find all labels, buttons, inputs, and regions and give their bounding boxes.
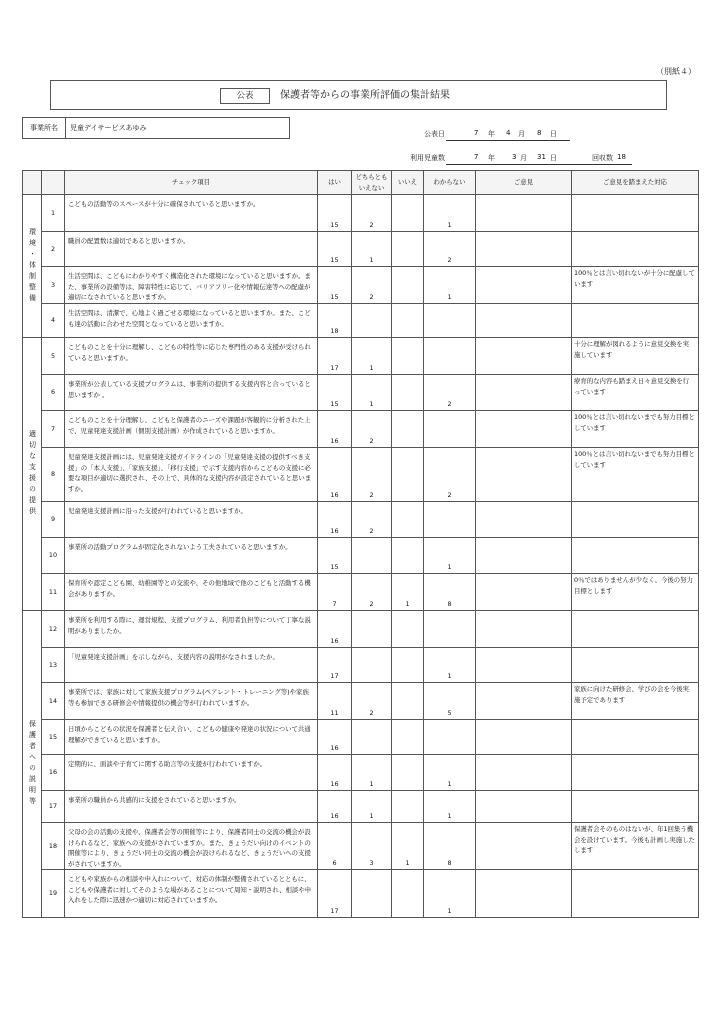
table-row (23, 538, 699, 574)
check-item: 児童発達支援計画には、児童発達支援ガイドラインの「児童発達支援の提供すべき支援」の「本人支援」、「家族支援」、「移行支援」で示す支援内容からこどもの支援に必要な項目が適切に選択され、その上で、具体的な支援内容が設定されていると思いますか。 (65, 448, 318, 502)
opinion-cell (476, 791, 572, 823)
yes-count: 17 (318, 870, 352, 918)
table-row (23, 304, 699, 338)
users-month: 3 (512, 153, 517, 161)
table-row (23, 720, 699, 755)
header-unknown: わからない (424, 171, 476, 195)
unknown-count (424, 720, 476, 755)
check-item: 職員の配置数は適切であると思いますか。 (65, 232, 318, 267)
header-blank-2 (42, 171, 65, 195)
row-number: 7 (42, 411, 65, 448)
response-cell: 十分に理解が図れるように意見交換を実施しています (572, 338, 699, 375)
response-cell: 0％ではありませんが少なく、今後の努力目標とします (572, 574, 699, 611)
row-number: 10 (42, 538, 65, 574)
neither-count: 1 (352, 791, 392, 823)
header-no: いいえ (392, 171, 424, 195)
opinion-cell (476, 411, 572, 448)
publish-day: 8 (537, 129, 542, 137)
unknown-count: 1 (424, 648, 476, 683)
row-number: 4 (42, 304, 65, 338)
header-row (23, 171, 699, 195)
no-count (392, 870, 424, 918)
evaluation-table (22, 170, 699, 918)
unknown-count: 8 (424, 823, 476, 870)
response-cell (572, 755, 699, 791)
opinion-cell (476, 448, 572, 502)
opinion-cell (476, 502, 572, 538)
check-item: 児童発達支援計画に沿った支援が行われていると思いますか。 (65, 502, 318, 538)
table-row (23, 267, 699, 304)
table-row (23, 502, 699, 538)
row-number: 17 (42, 791, 65, 823)
neither-count (352, 304, 392, 338)
row-number: 2 (42, 232, 65, 267)
row-number: 12 (42, 611, 65, 648)
unknown-count: 2 (424, 232, 476, 267)
neither-count (352, 648, 392, 683)
unknown-count: 1 (424, 267, 476, 304)
row-number: 9 (42, 502, 65, 538)
no-count (392, 538, 424, 574)
response-cell: 100％とは言い切れないまでも努力目標としています (572, 448, 699, 502)
opinion-cell (476, 538, 572, 574)
unknown-count (424, 304, 476, 338)
yes-count: 6 (318, 823, 352, 870)
users-underline (446, 164, 632, 165)
table-row (23, 232, 699, 267)
opinion-cell (476, 683, 572, 720)
unknown-count: 8 (424, 574, 476, 611)
unknown-count (424, 411, 476, 448)
row-number: 8 (42, 448, 65, 502)
public-tag: 公表 (220, 88, 270, 104)
yes-count: 15 (318, 195, 352, 232)
check-item: こどものことを十分に理解し、こどもの特性等に応じた専門性のある支援が受けられていると思いますか。 (65, 338, 318, 375)
opinion-cell (476, 195, 572, 232)
no-count (392, 755, 424, 791)
check-item: こどもの活動等のスペースが十分に確保されていると思いますか。 (65, 195, 318, 232)
neither-count: 2 (352, 411, 392, 448)
check-item: 事業所の活動プログラムが固定化されないよう工夫されていると思いますか。 (65, 538, 318, 574)
yes-count: 16 (318, 755, 352, 791)
unknown-count (424, 502, 476, 538)
row-number: 5 (42, 338, 65, 375)
no-count (392, 267, 424, 304)
yes-count: 15 (318, 375, 352, 411)
no-count: 1 (392, 574, 424, 611)
opinion-cell (476, 720, 572, 755)
row-number: 11 (42, 574, 65, 611)
table-row (23, 683, 699, 720)
check-item: 保育所や認定こども園、幼稚園等との交流や、その他地域で他のこどもと活動する機会がありますか。 (65, 574, 318, 611)
yes-count: 16 (318, 611, 352, 648)
users-label: 利用児童数 (410, 154, 445, 162)
collected-count: 18 (617, 153, 626, 161)
opinion-cell (476, 267, 572, 304)
office-name: 児童デイサービスあゆみ (70, 124, 147, 132)
yes-count: 16 (318, 411, 352, 448)
check-item: こどものことを十分理解し、こどもと保護者のニーズや課題が客観的に分析された上で、児童発達支援計画（個別支援計画）が作成されていると思いますか。 (65, 411, 318, 448)
header-item: チェック項目 (65, 171, 318, 195)
row-number: 16 (42, 755, 65, 791)
no-count (392, 232, 424, 267)
yes-count: 15 (318, 232, 352, 267)
publish-year: 7 (474, 129, 479, 137)
unknown-count (424, 338, 476, 375)
unknown-count: 1 (424, 791, 476, 823)
publish-month: 4 (506, 129, 511, 137)
unknown-count: 1 (424, 195, 476, 232)
response-cell (572, 720, 699, 755)
opinion-cell (476, 870, 572, 918)
neither-count (352, 611, 392, 648)
users-month-unit: 月 (520, 154, 527, 162)
no-count (392, 375, 424, 411)
response-cell (572, 502, 699, 538)
header-blank-1 (23, 171, 42, 195)
no-count (392, 448, 424, 502)
opinion-cell (476, 574, 572, 611)
response-cell (572, 791, 699, 823)
row-number: 13 (42, 648, 65, 683)
row-number: 15 (42, 720, 65, 755)
table-row (23, 574, 699, 611)
opinion-cell (476, 755, 572, 791)
response-cell: 100％とは言い切れないまでも努力目標としています (572, 411, 699, 448)
office-label: 事業所名 (23, 118, 66, 138)
table-row (23, 411, 699, 448)
neither-count: 3 (352, 823, 392, 870)
no-count (392, 411, 424, 448)
publish-underline (446, 140, 570, 141)
publish-year-unit: 年 (488, 130, 495, 138)
users-day: 31 (537, 153, 546, 161)
row-number: 19 (42, 870, 65, 918)
unknown-count: 1 (424, 538, 476, 574)
neither-count: 1 (352, 338, 392, 375)
unknown-count: 1 (424, 755, 476, 791)
opinion-cell (476, 611, 572, 648)
header-opinion: ご意見 (476, 171, 572, 195)
neither-count (352, 538, 392, 574)
response-cell: 保護者会そのものはないが、年1回集う機会を設けています。今後も計画し実施したします (572, 823, 699, 870)
response-cell: 100％とは言い切れないが十分に配慮しています (572, 267, 699, 304)
response-cell (572, 304, 699, 338)
check-item: 定期的に、面談や子育てに関する助言等の支援が行われていますか。 (65, 755, 318, 791)
opinion-cell (476, 232, 572, 267)
yes-count: 16 (318, 448, 352, 502)
users-year-unit: 年 (488, 154, 495, 162)
response-cell (572, 232, 699, 267)
unknown-count: 2 (424, 375, 476, 411)
table-row (23, 823, 699, 870)
no-count (392, 720, 424, 755)
no-count (392, 611, 424, 648)
category-label: 環境・体制整備 (23, 195, 42, 338)
yes-count: 16 (318, 791, 352, 823)
response-cell: 家族に向けた研修会、学びの会を今後実施予定であります (572, 683, 699, 720)
neither-count: 1 (352, 755, 392, 791)
neither-count: 2 (352, 195, 392, 232)
no-count (392, 195, 424, 232)
yes-count: 15 (318, 538, 352, 574)
yes-count: 17 (318, 648, 352, 683)
no-count (392, 502, 424, 538)
response-cell: 療育的な内容も踏まえ日々意見交換を行っています (572, 375, 699, 411)
opinion-cell (476, 375, 572, 411)
row-number: 18 (42, 823, 65, 870)
publish-month-unit: 月 (518, 130, 525, 138)
header-yes: はい (318, 171, 352, 195)
unknown-count: 2 (424, 448, 476, 502)
header-neither: どちらともいえない (352, 171, 392, 195)
neither-count: 2 (352, 267, 392, 304)
yes-count: 18 (318, 304, 352, 338)
unknown-count (424, 611, 476, 648)
row-number: 3 (42, 267, 65, 304)
category-label: 適切な支援の提供 (23, 338, 42, 611)
response-cell (572, 648, 699, 683)
neither-count: 1 (352, 232, 392, 267)
table-row (23, 870, 699, 918)
check-item: 生活空間は、こどもにわかりやすく構造化された環境になっていると思いますか。また、事業所の設備等は、障害特性に応じて、バリアフリー化や情報伝達等への配慮が適切になされていると思いますか。 (65, 267, 318, 304)
table-row (23, 648, 699, 683)
users-day-unit: 日 (550, 154, 557, 162)
row-number: 6 (42, 375, 65, 411)
annex-label: （別紙４） (656, 67, 696, 76)
table-body (23, 195, 699, 918)
table-row (23, 448, 699, 502)
check-item: こどもや家族からの相談や申入れについて、対応の体制が整備されているとともに、こどもや保護者に対してそのような場があることについて周知・説明され、相談や申入れをした際に迅速かつ適切に対応されていますか。 (65, 870, 318, 918)
response-cell (572, 538, 699, 574)
no-count (392, 338, 424, 375)
neither-count: 2 (352, 448, 392, 502)
no-count (392, 683, 424, 720)
table-row (23, 755, 699, 791)
collected-label: 回収数 (592, 154, 613, 162)
response-cell (572, 611, 699, 648)
no-count (392, 791, 424, 823)
check-item: 事業所を利用する際に、運営規程、支援プログラム、利用者負担等について丁寧な説明がありましたか。 (65, 611, 318, 648)
check-item: 「児童発達支援計画」を示しながら、支援内容の説明がなされましたか。 (65, 648, 318, 683)
check-item: 事業所が公表している支援プログラムは、事業所の提供する支援内容と合っていると思いますか 。 (65, 375, 318, 411)
document-title: 保護者等からの事業所評価の集計結果 (280, 90, 450, 101)
check-item: 事業所では、家族に対して家族支援プログラム(ペアレント・トレーニング等)や家族等も参加できる研修会や情報提供の機会等が行われていますか。 (65, 683, 318, 720)
opinion-cell (476, 338, 572, 375)
response-cell (572, 870, 699, 918)
unknown-count: 1 (424, 870, 476, 918)
yes-count: 16 (318, 502, 352, 538)
table-row (23, 195, 699, 232)
category-label: 保護者への説明等 (23, 611, 42, 918)
neither-count (352, 720, 392, 755)
table-row (23, 611, 699, 648)
table-row (23, 375, 699, 411)
yes-count: 7 (318, 574, 352, 611)
no-count: 1 (392, 823, 424, 870)
users-year: 7 (474, 153, 479, 161)
check-item: 事業所の職員から共感的に支援をされていると思いますか。 (65, 791, 318, 823)
publish-day-unit: 日 (550, 130, 557, 138)
yes-count: 15 (318, 267, 352, 304)
check-item: 日頃からこどもの状況を保護者と伝え合い、こどもの健康や発達の状況について共通理解ができていると思いますか。 (65, 720, 318, 755)
no-count (392, 648, 424, 683)
neither-count (352, 870, 392, 918)
neither-count: 2 (352, 502, 392, 538)
header-response: ご意見を踏まえた対応 (572, 171, 699, 195)
office-name-table (22, 117, 290, 139)
neither-count: 2 (352, 683, 392, 720)
check-item: 父母の会の活動の支援や、保護者会等の開催等により、保護者同士の交流の機会が設けられるなど、家族への支援がされていますか。また、きょうだい向けのイベントの開催等により、きょうだい同士の交流の機会が設けられるなど、きょうだいへの支援がされていますか。 (65, 823, 318, 870)
check-item: 生活空間は、清潔で、心地よく過ごせる環境になっていると思いますか。また、こども達の活動に合わせた空間となっていると思いますか。 (65, 304, 318, 338)
table-row (23, 338, 699, 375)
publish-label: 公表日 (424, 130, 445, 138)
opinion-cell (476, 304, 572, 338)
neither-count: 1 (352, 375, 392, 411)
response-cell (572, 195, 699, 232)
unknown-count: 5 (424, 683, 476, 720)
opinion-cell (476, 648, 572, 683)
yes-count: 17 (318, 338, 352, 375)
no-count (392, 304, 424, 338)
opinion-cell (476, 823, 572, 870)
yes-count: 16 (318, 720, 352, 755)
row-number: 14 (42, 683, 65, 720)
neither-count: 2 (352, 574, 392, 611)
yes-count: 11 (318, 683, 352, 720)
table-row (23, 791, 699, 823)
row-number: 1 (42, 195, 65, 232)
